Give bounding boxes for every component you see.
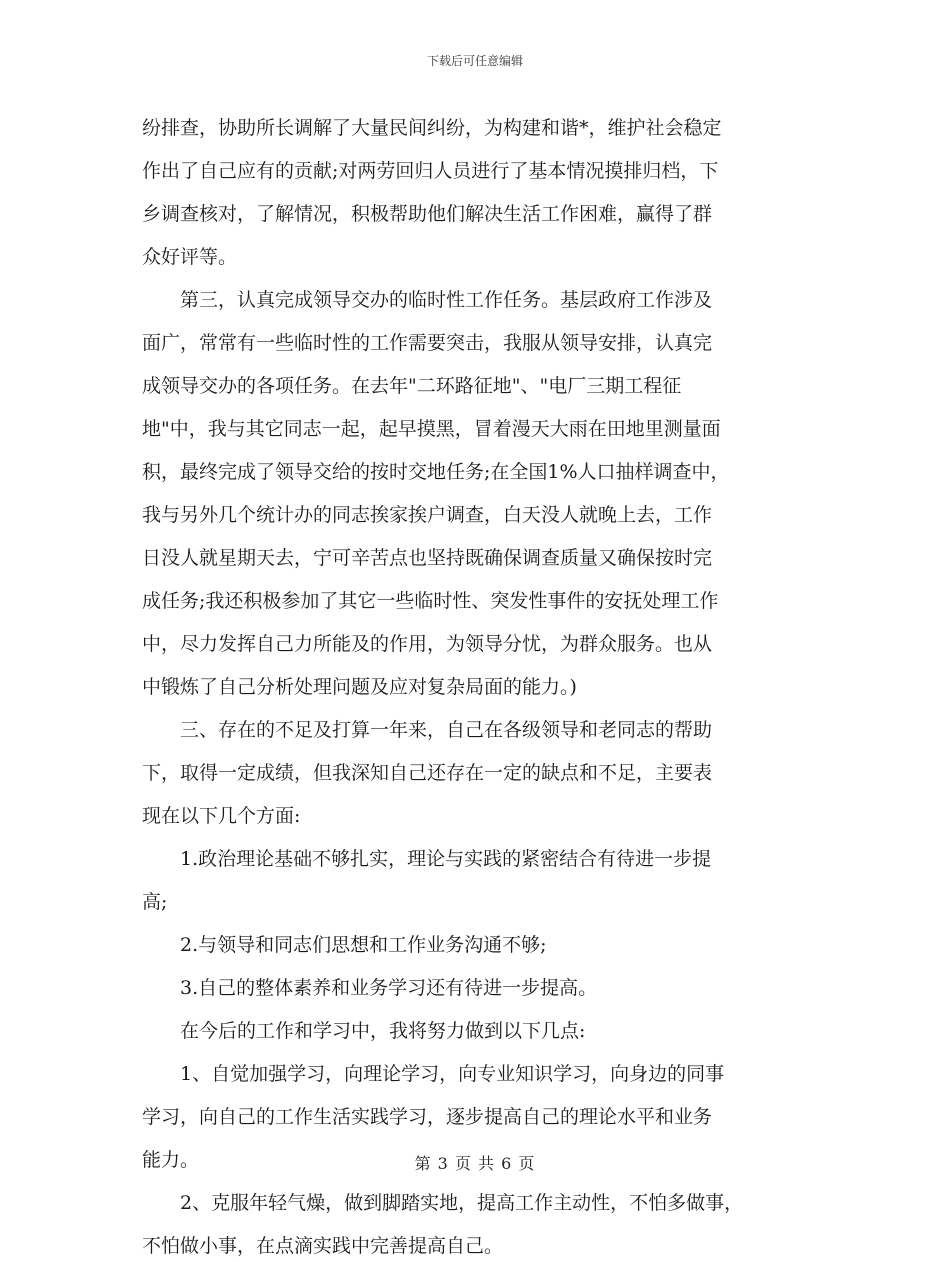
text-line: 在今后的工作和学习中，我将努力做到以下几点: — [142, 1020, 586, 1042]
text-line: 积，最终完成了领导交给的按时交地任务;在全国1%人口抽样调查中， — [142, 461, 730, 483]
text-line: 第三，认真完成领导交办的临时性工作任务。基层政府工作涉及 — [142, 289, 713, 311]
text-line: 能力。 — [142, 1149, 200, 1171]
text-line: 作出了自己应有的贡献;对两劳回归人员进行了基本情况摸排归档，下 — [142, 160, 719, 182]
text-line: 下，取得一定成绩，但我深知自己还存在一定的缺点和不足，主要表 — [142, 762, 713, 784]
text-line: 众好评等。 — [142, 246, 238, 268]
text-line: 日没人就星期天去，宁可辛苦点也坚持既确保调查质量又确保按时完 — [142, 547, 713, 569]
text-line: 中，尽力发挥自己力所能及的作用，为领导分忧，为群众服务。也从 — [142, 633, 713, 655]
text-line: 面广，常常有一些临时性的工作需要突击，我服从领导安排，认真完 — [142, 332, 713, 354]
text-line: 成任务;我还积极参加了其它一些临时性、突发性事件的安抚处理工作 — [142, 590, 719, 612]
text-line: 地"中，我与其它同志一起，起早摸黑，冒着漫天大雨在田地里测量面 — [142, 418, 721, 440]
text-line: 2.与领导和同志们思想和工作业务沟通不够; — [142, 934, 547, 956]
page-number-footer: 第 3 页 共 6 页 — [414, 1154, 536, 1173]
text-line: 高; — [142, 891, 168, 913]
text-line: 乡调查核对，了解情况，积极帮助他们解决生活工作困难，赢得了群 — [142, 203, 713, 225]
document-body — [142, 112, 808, 1262]
text-line: 3.自己的整体素养和业务学习还有待进一步提高。 — [142, 977, 598, 999]
text-line: 现在以下几个方面: — [142, 805, 301, 827]
text-line: 2、克服年轻气燥，做到脚踏实地，提高工作主动性，不怕多做事， — [142, 1192, 744, 1214]
text-line: 1、自觉加强学习，向理论学习，向专业知识学习，向身边的同事 — [142, 1063, 725, 1085]
page-header-note: 下载后可任意编辑 — [426, 54, 523, 68]
text-line: 学习，向自己的工作生活实践学习，逐步提高自己的理论水平和业务 — [142, 1106, 713, 1128]
text-line: 三、存在的不足及打算一年来，自己在各级领导和老同志的帮助 — [142, 719, 713, 741]
text-line: 纷排查，协助所长调解了大量民间纠纷，为构建和谐*，维护社会稳定 — [142, 117, 722, 139]
text-line: 不怕做小事，在点滴实践中完善提高自己。 — [142, 1235, 504, 1257]
text-line: 中锻炼了自己分析处理问题及应对复杂局面的能力。) — [142, 676, 577, 698]
text-line: 我与另外几个统计办的同志挨家挨户调查，白天没人就晚上去，工作 — [142, 504, 713, 526]
text-line: 1.政治理论基础不够扎实，理论与实践的紧密结合有待进一步提 — [142, 848, 712, 870]
text-line: 成领导交办的各项任务。在去年"二环路征地"、"电厂三期工程征 — [142, 375, 682, 397]
